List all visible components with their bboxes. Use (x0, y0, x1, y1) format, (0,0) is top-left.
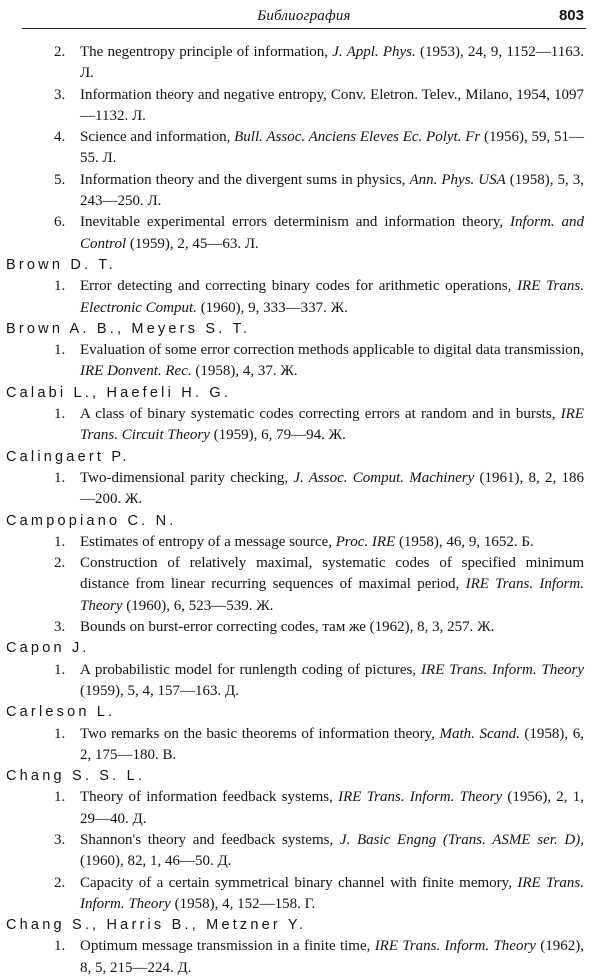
page-number: 803 (558, 7, 584, 24)
entry-text: A class of binary systematic codes correcting errors at random and in bursts, (80, 406, 561, 423)
entry-text: Estimates of entropy of a message source, (80, 533, 336, 550)
bibliography-entry (0, 340, 600, 383)
journal-title: J. Basic Engng (Trans. ASME ser. D) (339, 831, 581, 848)
entry-text: Science and information, (80, 129, 235, 146)
entry-number: 1. (54, 278, 66, 295)
entry-text: Capacity of a certain symmetrical binary channel with finite memory, (80, 874, 518, 891)
entry-number: 1. (54, 406, 66, 423)
entry-text: A probabilistic model for runlength coding of pictures, (80, 661, 422, 678)
entry-number: 1. (54, 469, 66, 486)
entry-number: 2. (54, 555, 66, 572)
journal-title: IRE Trans. Inform. Theory (80, 576, 584, 614)
bibliography-entry (0, 42, 600, 85)
author-heading: Carleson L. (6, 704, 116, 721)
journal-title: IRE Trans. Inform. Theory (421, 661, 584, 678)
bibliography-entry (0, 85, 600, 128)
author-heading: Brown D. T. (6, 256, 116, 273)
bibliography-entry (0, 724, 600, 767)
bibliography-entry (0, 553, 600, 617)
journal-title: IRE Trans. Inform. Theory (374, 938, 536, 955)
running-title: Библиография (257, 8, 351, 24)
entry-text: (1956), 2, 1, 29—40. Д. (80, 789, 585, 827)
journal-title: J. Appl. Phys. (332, 44, 416, 60)
bibliography-entry (0, 170, 600, 213)
entry-number: 1. (54, 725, 66, 742)
entry-number: 6. (54, 214, 66, 231)
entry-number: 1. (54, 342, 66, 359)
entry-text: (1959), 2, 45—63. Л. (126, 235, 259, 252)
bibliography-entry (0, 276, 600, 319)
bibliography-list (0, 42, 600, 979)
entry-text: (1953), 24, 9, 1152—1163. Л. (80, 44, 584, 82)
entry-text: Optimum message transmission in a finite time, (80, 938, 375, 955)
author-heading: Capon J. (6, 640, 90, 657)
entry-text: Two remarks on the basic theorems of information theory, (80, 725, 440, 742)
entry-text: Bounds on burst-error correcting codes, там же (1962), 8, 3, 257. Ж. (80, 619, 495, 636)
entry-text: (1958), 5, 3, 243—250. Л. (80, 171, 584, 210)
entry-text: (1959), 6, 79—94. Ж. (209, 427, 346, 444)
bibliography-entry (0, 532, 600, 553)
author-heading: Brown A. B., Meyers S. T. (6, 320, 251, 337)
journal-title: Ann. Phys. USA (409, 171, 506, 188)
bibliography-entry (0, 787, 600, 830)
bibliography-entry (0, 936, 600, 979)
entry-text: Construction of relatively maximal, systematic codes of specified minimum distance from linear recurring sequences of maximal period, (80, 555, 584, 593)
journal-title: Math. Scand. (439, 725, 520, 742)
bibliography-entry (0, 127, 600, 170)
journal-title: IRE Trans. Inform. Theory (80, 874, 584, 912)
entry-number: 3. (54, 619, 66, 636)
bibliography-entry (0, 468, 600, 511)
entry-text: Inevitable experimental errors determinism and information theory, (80, 214, 511, 231)
entry-text: (1958), 6, 2, 175—180. В. (80, 725, 584, 763)
entry-number: 1. (54, 938, 66, 955)
author-heading: Calabi L., Haefeli H. G. (6, 384, 232, 401)
bibliography-entry (0, 660, 600, 703)
entry-number: 2. (54, 44, 66, 60)
entry-text: Theory of information feedback systems, (80, 789, 339, 806)
journal-title: IRE Trans. Circuit Theory (80, 406, 584, 444)
entry-number: 1. (54, 661, 66, 678)
entry-text: (1959), 5, 4, 157—163. Д. (80, 682, 239, 699)
author-heading: Calingaert P. (6, 448, 130, 465)
author-heading: Campopiano C. N. (6, 512, 177, 529)
author-heading: Chang S., Harris B., Metzner Y. (6, 917, 307, 934)
entry-number: 3. (54, 831, 66, 848)
bibliography-entry (0, 617, 600, 638)
entry-text: Information theory and the divergent sums in physics, (80, 171, 410, 188)
entry-text: (1958), 4, 152—158. Г. (170, 895, 316, 912)
entry-text: Two-dimensional parity checking, (80, 469, 294, 486)
entry-text: Information theory and negative entropy, Conv. Eletron. Telev., Milano, 1954, 1097—1132. Л. (80, 86, 584, 124)
entry-text: Error detecting and correcting binary codes for arithmetic operations, (80, 278, 518, 295)
entry-text: The negentropy principle of information, (80, 44, 333, 60)
bibliography-entry (0, 830, 600, 873)
entry-number: 2. (54, 874, 66, 891)
entry-text: (1961), 8, 2, 186—200. Ж. (80, 469, 584, 508)
entry-text: (1958), 4, 37. Ж. (191, 363, 298, 380)
entry-text: Shannon's theory and feedback systems, (80, 831, 340, 848)
author-heading: Chang S. S. L. (6, 768, 146, 785)
entry-number: 4. (54, 129, 66, 146)
bibliography-entry (0, 404, 600, 447)
journal-title: Inform. and Control (80, 214, 584, 252)
entry-text: (1960), 6, 523—539. Ж. (122, 597, 274, 614)
journal-title: Bull. Assoc. Anciens Eleves Ec. Polyt. Fr (234, 129, 481, 146)
entry-text: (1962), 8, 5, 215—224. Д. (80, 938, 584, 976)
journal-title: IRE Trans. Electronic Comput. (80, 278, 584, 316)
entry-text: (1956), 59, 51—55. Л. (80, 129, 584, 167)
journal-title: IRE Trans. Inform. Theory (338, 789, 503, 806)
journal-title: J. Assoc. Comput. Machinery (293, 469, 475, 486)
bibliography-entry (0, 212, 600, 255)
entry-text: , (1960), 82, 1, 46—50. Д. (80, 831, 584, 870)
entry-number: 1. (54, 533, 66, 550)
entry-text: (1960), 9, 333—337. Ж. (196, 299, 348, 316)
entry-number: 5. (54, 171, 66, 188)
journal-title: IRE Donvent. Rec. (80, 363, 192, 380)
entry-number: 3. (54, 86, 66, 103)
journal-title: Proc. IRE (335, 533, 396, 550)
entry-number: 1. (54, 789, 66, 806)
entry-text: Evaluation of some error correction methods applicable to digital data transmission, (80, 342, 584, 359)
page-header (22, 4, 586, 29)
entry-text: (1958), 46, 9, 1652. Б. (395, 533, 534, 550)
